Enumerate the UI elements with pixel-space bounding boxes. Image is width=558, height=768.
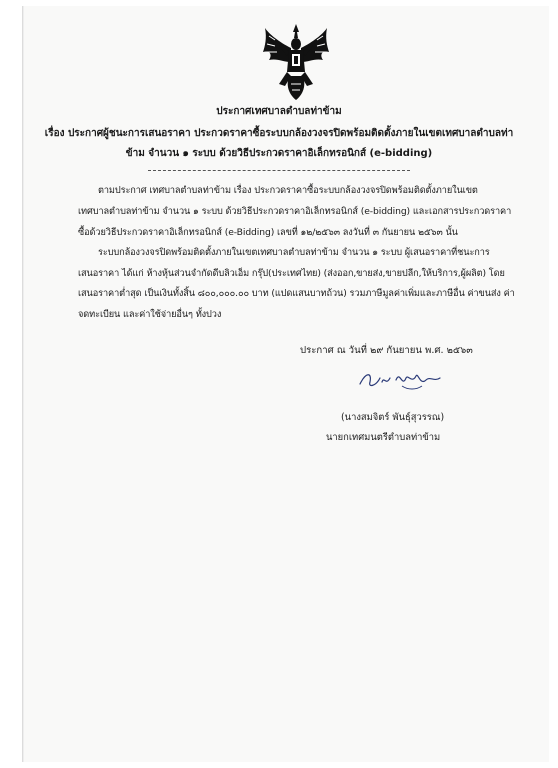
body-line-4: ระบบกล้องวงจรปิดพร้อมติดตั้งภายในเขตเทศบาลตำบลท่าข้าม จำนวน ๑ ระบบ ผู้เสนอราคาที่ชนะการ xyxy=(98,247,490,258)
dashed-divider xyxy=(148,170,410,171)
handwritten-signature xyxy=(356,364,444,394)
body-line-6: เสนอราคาต่ำสุด เป็นเงินทั้งสิ้น ๘๐๐,๐๐๐.๐๐ บาท (แปดแสนบาทถ้วน) รวมภาษีมูลค่าเพิ่มและภาษีอื่น ค่าขนส่ง ค่า xyxy=(78,288,515,299)
body-line-5: เสนอราคา ได้แก่ ห้างหุ้นส่วนจำกัดดีบลิวเอ็ม กรุ๊ป(ประเทศไทย) (ส่งออก,ขายส่ง,ขายปลีก,ให้บริการ,ผู้ผลิต) โดย xyxy=(78,268,505,279)
document-title: ประกาศเทศบาลตำบลท่าข้าม xyxy=(216,106,342,117)
body-line-7: จดทะเบียน และค่าใช้จ่ายอื่นๆ ทั้งปวง xyxy=(78,309,222,320)
garuda-emblem-icon xyxy=(261,22,331,102)
signer-name: (นางสมจิตร์ พันธุ์สุวรรณ) xyxy=(341,412,445,423)
body-line-1: ตามประกาศ เทศบาลตำบลท่าข้าม เรื่อง ประกวดราคาซื้อระบบกล้องวงจรปิดพร้อมติดตั้งภายในเขต xyxy=(98,185,478,196)
subject-line-2: ข้าม จำนวน ๑ ระบบ ด้วยวิธีประกวดราคาอิเล็กทรอนิกส์ (e-bidding) xyxy=(125,148,433,159)
body-line-3: ซื้อด้วยวิธีประกวดราคาอิเล็กทรอนิกส์ (e-Bidding) เลขที่ ๑๒/๒๕๖๓ ลงวันที่ ๓ กันยายน ๒๕๖๓ นั้น xyxy=(78,227,458,238)
signer-position: นายกเทศมนตรีตำบลท่าข้าม xyxy=(326,432,441,443)
body-line-2: เทศบาลตำบลท่าข้าม จำนวน ๑ ระบบ ด้วยวิธีประกวดราคาอิเล็กทรอนิกส์ (e-bidding) และเอกสารประกวดราคา xyxy=(78,206,512,217)
announcement-date: ประกาศ ณ วันที่ ๒๙ กันยายน พ.ศ. ๒๕๖๓ xyxy=(300,345,473,356)
subject-line-1: เรื่อง ประกาศผู้ชนะการเสนอราคา ประกวดราคาซื้อระบบกล้องวงจรปิดพร้อมติดตั้งภายในเขตเทศบาลตำบลท่า xyxy=(44,128,514,139)
document-page xyxy=(22,6,549,762)
